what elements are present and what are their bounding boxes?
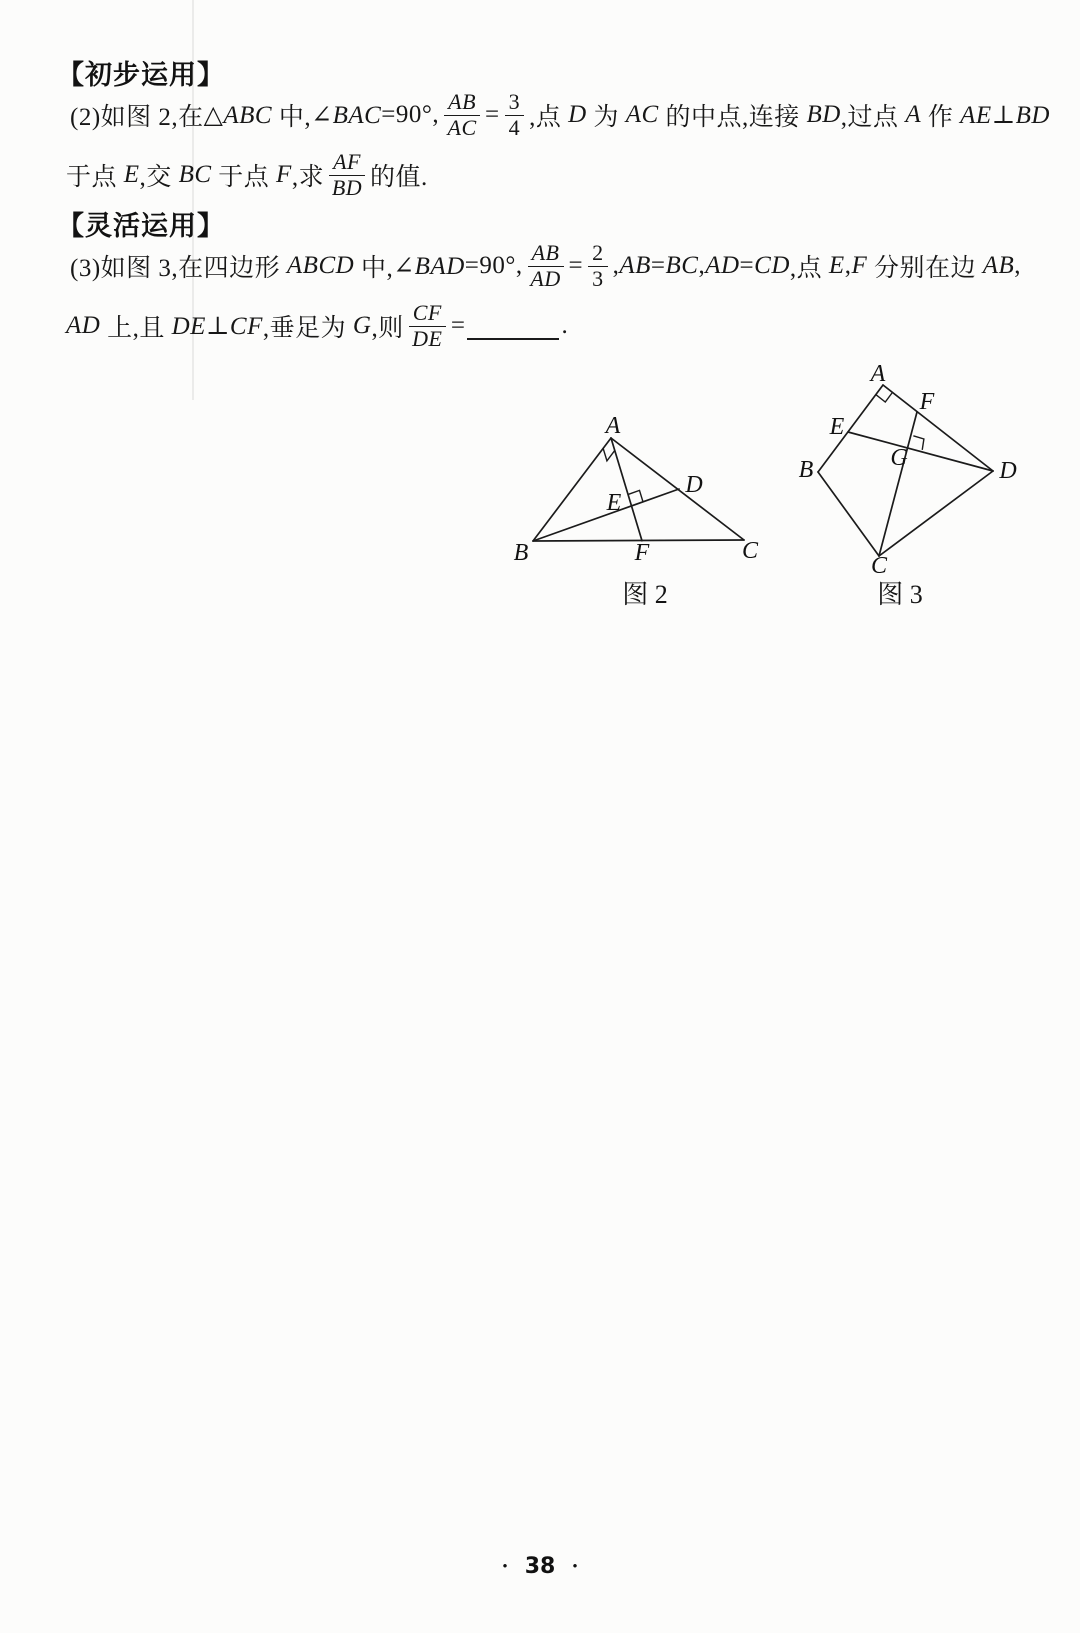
text-segment: ,垂足为 — [262, 315, 353, 342]
point-label-B: B — [513, 540, 529, 566]
text-segment: 作 — [921, 104, 961, 131]
math-text: ∠BAC — [311, 102, 382, 129]
text-segment: 的中点,连接 — [658, 104, 807, 131]
math-text: BD — [806, 101, 841, 128]
text-segment: = — [650, 252, 666, 279]
math-fraction: $\frac{AB}{AD}$ — [528, 241, 564, 291]
text-segment: 中, — [272, 104, 312, 131]
problem-3-text-line-2 — [66, 298, 568, 354]
segment-AB — [818, 385, 883, 472]
text-segment: =90°, — [464, 252, 523, 279]
math-text: AB — [982, 252, 1015, 279]
text-segment: , — [1014, 252, 1022, 279]
problem-2-text-line-1 — [70, 87, 1050, 143]
math-text: AB — [619, 252, 651, 279]
figure-2-diagram — [470, 380, 770, 575]
text-segment: . — [561, 312, 569, 339]
segment-CD — [879, 471, 993, 556]
point-label-F: F — [634, 540, 650, 566]
right-angle-mark-A — [603, 448, 615, 460]
section-header-flexible-application: 【灵活运用】 — [57, 211, 225, 241]
figure-3-caption: 图 3 — [877, 580, 923, 609]
right-angle-mark-G — [913, 436, 924, 450]
math-text: AC — [625, 101, 659, 128]
math-text: △ABC — [203, 102, 273, 129]
math-fraction: $\frac{2}{3}$ — [588, 241, 608, 291]
math-text: AE⊥BD — [960, 102, 1050, 129]
figure-2-caption: 图 2 — [622, 580, 668, 609]
answer-blank — [467, 312, 559, 340]
text-segment: 分别在边 — [867, 255, 983, 282]
text-segment: ,交 — [139, 164, 179, 191]
point-label-C: C — [870, 553, 888, 579]
text-segment: =90°, — [381, 101, 440, 128]
math-text: ∠BAD — [393, 253, 465, 280]
math-fraction: $\frac{AF}{BD}$ — [329, 150, 365, 200]
math-text: E — [828, 252, 845, 279]
problem-3-text-line-1 — [70, 238, 1021, 294]
text-segment: 上,且 — [100, 315, 172, 342]
math-text: DE⊥CF — [171, 313, 263, 340]
text-segment: = — [568, 252, 584, 279]
math-fraction: $\frac{AB}{AC}$ — [444, 90, 480, 140]
text-segment: 的值. — [369, 164, 428, 191]
text-segment: ,过点 — [840, 104, 906, 131]
math-fraction: $\frac{CF}{DE}$ — [409, 301, 446, 351]
text-segment: , — [612, 252, 620, 279]
point-label-E: E — [606, 490, 622, 516]
footer-right-dot: • — [572, 1558, 578, 1575]
point-label-G: G — [890, 445, 908, 471]
math-text: A — [905, 101, 922, 128]
segment-CF — [879, 412, 917, 556]
text-segment: 中, — [354, 255, 394, 282]
segment-BC — [818, 472, 879, 556]
problem-2-text-line-2 — [66, 147, 428, 203]
text-segment: ,则 — [371, 315, 404, 342]
text-segment: 于点 — [211, 164, 277, 191]
math-text: D — [568, 101, 587, 128]
point-label-B: B — [798, 457, 814, 483]
point-label-A: A — [605, 413, 621, 439]
page-number: 38 — [524, 1554, 556, 1579]
text-segment: = — [450, 312, 466, 339]
text-segment: (3)如图 3,在四边形 — [70, 255, 287, 282]
math-text: E — [123, 161, 140, 188]
point-label-F: F — [919, 389, 935, 415]
math-text: AD — [66, 312, 101, 339]
point-label-E: E — [829, 414, 845, 440]
math-text: CD — [754, 252, 790, 279]
math-text: G — [352, 312, 372, 339]
point-label-D: D — [685, 472, 703, 498]
math-text: AD — [705, 252, 740, 279]
math-text: BC — [665, 252, 699, 279]
figure-3-diagram — [780, 345, 1030, 580]
point-label-A: A — [870, 361, 886, 387]
text-segment: = — [485, 101, 500, 128]
math-fraction: $\frac{3}{4}$ — [505, 90, 525, 140]
text-segment: ,点 — [529, 104, 569, 131]
page-footer — [0, 1552, 1080, 1582]
math-text: BC — [178, 161, 212, 188]
math-text: F — [276, 161, 292, 188]
segment-AB — [533, 438, 611, 541]
point-label-C: C — [741, 538, 759, 564]
math-text: ABCD — [286, 252, 355, 279]
right-angle-mark-A — [876, 392, 893, 402]
text-segment: ,点 — [789, 255, 829, 282]
math-text: F — [851, 252, 868, 279]
text-segment: 为 — [586, 104, 626, 131]
text-segment: , — [844, 252, 852, 279]
text-segment: 于点 — [66, 164, 124, 191]
text-segment: = — [739, 252, 755, 279]
section-header-preliminary-application: 【初步运用】 — [57, 60, 225, 90]
text-segment: (2)如图 2,在 — [70, 104, 204, 131]
text-segment: , — [698, 252, 706, 279]
text-segment: ,求 — [291, 164, 325, 191]
point-label-D: D — [999, 458, 1017, 484]
footer-left-dot: • — [502, 1558, 508, 1575]
